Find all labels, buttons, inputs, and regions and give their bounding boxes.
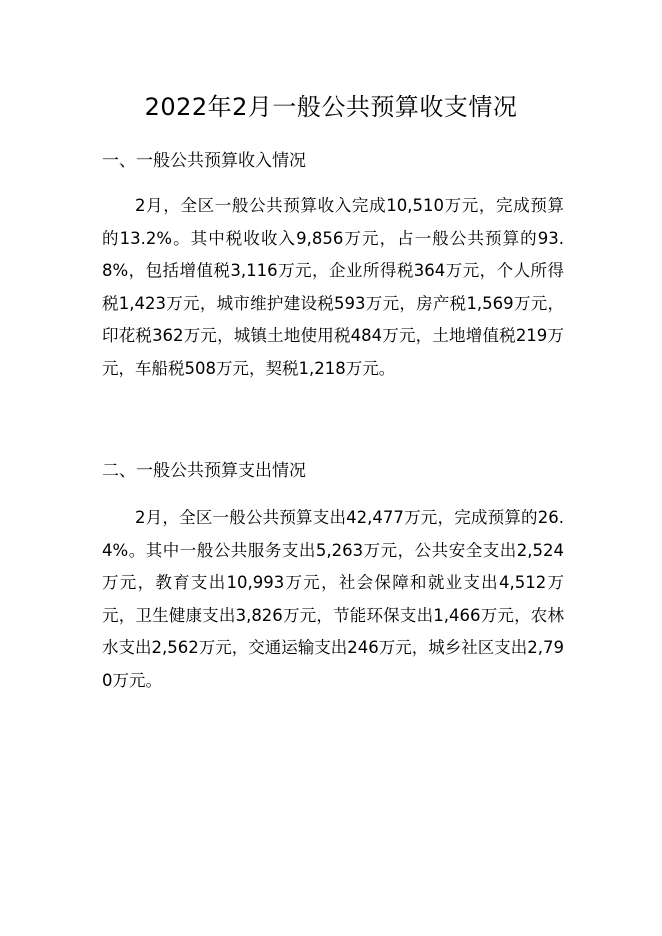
section-heading-revenue: 一、一般公共预算收入情况 [102, 151, 306, 171]
section-heading-expenditure: 二、一般公共预算支出情况 [102, 461, 306, 481]
document-title: 2022年2月一般公共预算收支情况 [144, 93, 518, 121]
paragraph-revenue: 2月，全区一般公共预算收入完成10,510万元，完成预算的13.2%。其中税收收入9,856万元，占一般公共预算的93.8%，包括增值税3,116万元，企业所得税364万元，个人所得税1,423万元，城市维护建设税593万元，房产税1,569万元，印花税362万元，城镇土地使用税484万元，土地增值税219万元，车船税508万元，契税1,218万元。 [102, 196, 564, 378]
paragraph-expenditure: 2月，全区一般公共预算支出42,477万元，完成预算的26.4%。其中一般公共服务支出5,263万元，公共安全支出2,524万元，教育支出10,993万元，社会保障和就业支出4,512万元，卫生健康支出3,826万元，节能环保支出1,466万元，农林水支出2,562万元，交通运输支出246万元，城乡社区支出2,790万元。 [102, 508, 564, 690]
